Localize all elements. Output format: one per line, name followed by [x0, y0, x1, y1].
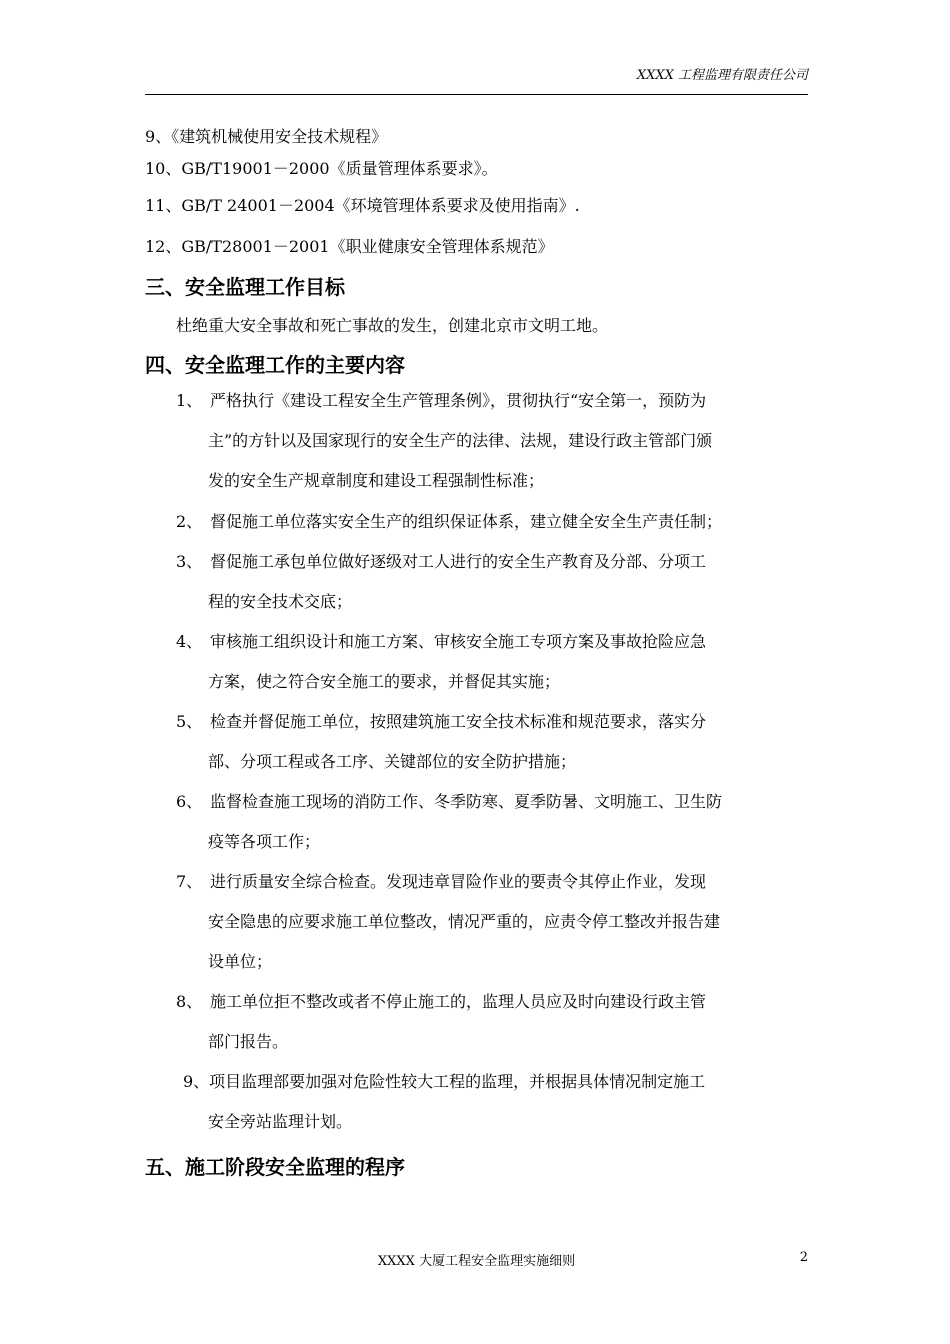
- section-heading-5: 五、施工阶段安全监理的程序: [145, 1155, 405, 1179]
- reference-item: 11、GB/T 24001－2004《环境管理体系要求及使用指南》.: [145, 196, 580, 215]
- list-item-text: 督促施工单位落实安全生产的组织保证体系，建立健全安全生产责任制；: [210, 512, 723, 531]
- list-item-text: 督促施工承包单位做好逐级对工人进行的安全生产教育及分部、分项工: [210, 552, 707, 571]
- list-item-text: 安全隐患的应要求施工单位整改，情况严重的，应责令停工整改并报告建: [208, 912, 721, 931]
- section-heading-4: 四、安全监理工作的主要内容: [145, 353, 405, 377]
- list-item-number: 6、: [176, 792, 203, 811]
- list-item-text: 检查并督促施工单位，按照建筑施工安全技术标准和规范要求，落实分: [210, 712, 707, 731]
- list-item-text: 审核施工组织设计和施工方案、审核安全施工专项方案及事故抢险应急: [210, 632, 707, 651]
- list-item: [176, 381, 816, 501]
- list-item-number: 4、: [176, 632, 203, 651]
- header-divider: [145, 94, 808, 95]
- footer-doc-title: XXXX 大厦工程安全监理实施细则: [377, 1254, 576, 1269]
- page-number: 2: [799, 1250, 808, 1265]
- section-heading-3: 三、安全监理工作目标: [145, 275, 345, 299]
- list-item-text: 主”的方针以及国家现行的安全生产的法律、法规，建设行政主管部门颁: [208, 431, 713, 450]
- list-item: [176, 502, 816, 542]
- list-item-text: 安全旁站监理计划。: [208, 1112, 353, 1131]
- list-item-text: 程的安全技术交底；: [208, 592, 353, 611]
- list-item-text: 监督检查施工现场的消防工作、冬季防寒、夏季防暑、文明施工、卫生防: [210, 792, 723, 811]
- list-item-number: 2、: [176, 512, 203, 531]
- list-item-number: 5、: [176, 712, 203, 731]
- list-item: [176, 622, 816, 702]
- list-item-text: 严格执行《建设工程安全生产管理条例》，贯彻执行“安全第一，预防为: [210, 391, 707, 410]
- list-item-number: 8、: [176, 992, 203, 1011]
- list-item: [176, 862, 816, 982]
- list-item-text: 方案，使之符合安全施工的要求，并督促其实施；: [208, 672, 561, 691]
- list-item: [176, 542, 816, 622]
- reference-item: 12、GB/T28001－2001《职业健康安全管理体系规范》: [145, 237, 554, 256]
- list-item: [176, 702, 816, 782]
- list-item-text: 进行质量安全综合检查。发现违章冒险作业的要责令其停止作业，发现: [210, 872, 707, 891]
- reference-item: 9、《建筑机械使用安全技术规程》: [145, 127, 388, 146]
- list-item-text: 设单位；: [208, 952, 273, 971]
- page-header-company: XXXX 工程监理有限责任公司: [636, 68, 808, 83]
- reference-item: 10、GB/T19001－2000《质量管理体系要求》。: [145, 159, 498, 178]
- list-item-text: 9、项目监理部要加强对危险性较大工程的监理，并根据具体情况制定施工: [183, 1072, 706, 1091]
- list-item-number: 7、: [176, 872, 203, 891]
- list-item-number: 3、: [176, 552, 203, 571]
- section-3-text: 杜绝重大安全事故和死亡事故的发生，创建北京市文明工地。: [176, 316, 609, 335]
- list-item-text: 部门报告。: [208, 1032, 289, 1051]
- list-item: [176, 982, 816, 1062]
- list-item-number: 1、: [176, 391, 203, 410]
- list-item-text: 发的安全生产规章制度和建设工程强制性标准；: [208, 471, 545, 490]
- list-item-text: 部、分项工程或各工序、关键部位的安全防护措施；: [208, 752, 577, 771]
- list-item: [176, 782, 816, 862]
- list-item-text: 施工单位拒不整改或者不停止施工的，监理人员应及时向建设行政主管: [210, 992, 707, 1011]
- list-item-text: 疫等各项工作；: [208, 832, 321, 851]
- list-item: [183, 1062, 823, 1142]
